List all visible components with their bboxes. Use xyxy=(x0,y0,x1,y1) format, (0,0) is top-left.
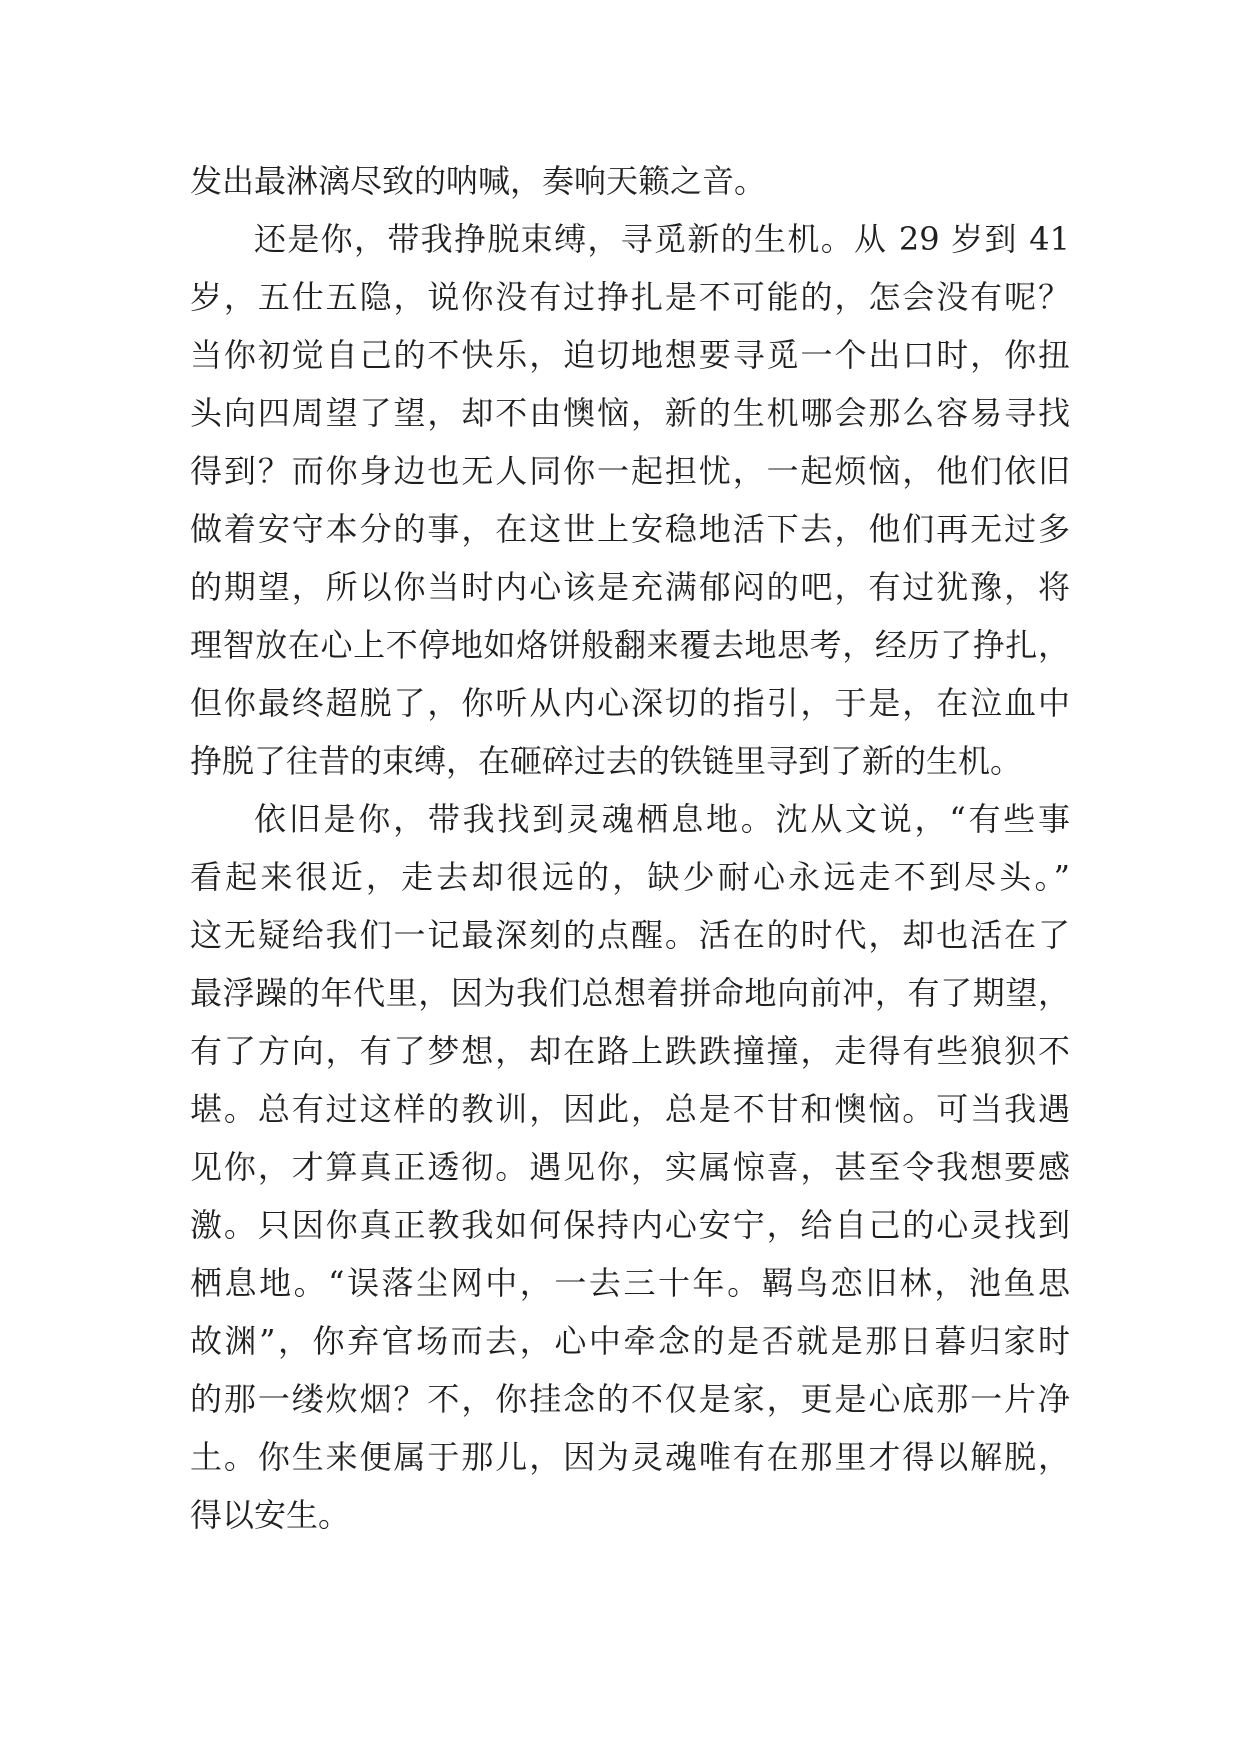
text-line: 理智放在心上不停地如烙饼般翻来覆去地思考，经历了挣扎， xyxy=(190,626,1070,664)
text-line: 发出最淋漓尽致的呐喊，奏响天籁之音。 xyxy=(190,162,767,200)
text-line: 有了方向，有了梦想，却在路上跌跌撞撞，走得有些狼狈不 xyxy=(190,1032,1070,1070)
text-line: 看起来很近，走去却很远的，缺少耐心永远走不到尽头。” xyxy=(190,858,1070,896)
paragraph-start-line: 还是你，带我挣脱束缚，寻觅新的生机。从 29 岁到 41 xyxy=(254,220,1070,258)
text-line: 的期望，所以你当时内心该是充满郁闷的吧，有过犹豫，将 xyxy=(190,568,1070,606)
text-line: 最浮躁的年代里，因为我们总想着拼命地向前冲，有了期望， xyxy=(190,974,1070,1012)
text-line: 当你初觉自己的不快乐，迫切地想要寻觅一个出口时，你扭 xyxy=(190,336,1070,374)
text-line: 头向四周望了望，却不由懊恼，新的生机哪会那么容易寻找 xyxy=(190,394,1070,432)
text-line: 堪。总有过这样的教训，因此，总是不甘和懊恼。可当我遇 xyxy=(190,1090,1070,1128)
text-line: 激。只因你真正教我如何保持内心安宁，给自己的心灵找到 xyxy=(190,1206,1070,1244)
text-line: 见你，才算真正透彻。遇见你，实属惊喜，甚至令我想要感 xyxy=(190,1148,1070,1186)
text-line: 岁，五仕五隐，说你没有过挣扎是不可能的，怎会没有呢？ xyxy=(190,278,1070,316)
text-line: 这无疑给我们一记最深刻的点醒。活在的时代，却也活在了 xyxy=(190,916,1070,954)
text-line: 做着安守本分的事，在这世上安稳地活下去，他们再无过多 xyxy=(190,510,1070,548)
text-line: 的那一缕炊烟？不，你挂念的不仅是家，更是心底那一片净 xyxy=(190,1380,1070,1418)
essay-text xyxy=(190,152,1070,1544)
text-line: 得到？而你身边也无人同你一起担忧，一起烦恼，他们依旧 xyxy=(190,452,1070,490)
text-line: 得以安生。 xyxy=(190,1496,351,1534)
text-line: 土。你生来便属于那儿，因为灵魂唯有在那里才得以解脱， xyxy=(190,1438,1070,1476)
text-line: 故渊”，你弃官场而去，心中牵念的是否就是那日暮归家时 xyxy=(190,1322,1070,1360)
text-line: 栖息地。“误落尘网中，一去三十年。羁鸟恋旧林，池鱼思 xyxy=(190,1264,1070,1302)
paragraph-start-line: 依旧是你，带我找到灵魂栖息地。沈从文说，“有些事 xyxy=(254,800,1070,838)
text-line: 但你最终超脱了，你听从内心深切的指引，于是，在泣血中 xyxy=(190,684,1070,722)
text-line: 挣脱了往昔的束缚，在砸碎过去的铁链里寻到了新的生机。 xyxy=(190,742,1023,780)
